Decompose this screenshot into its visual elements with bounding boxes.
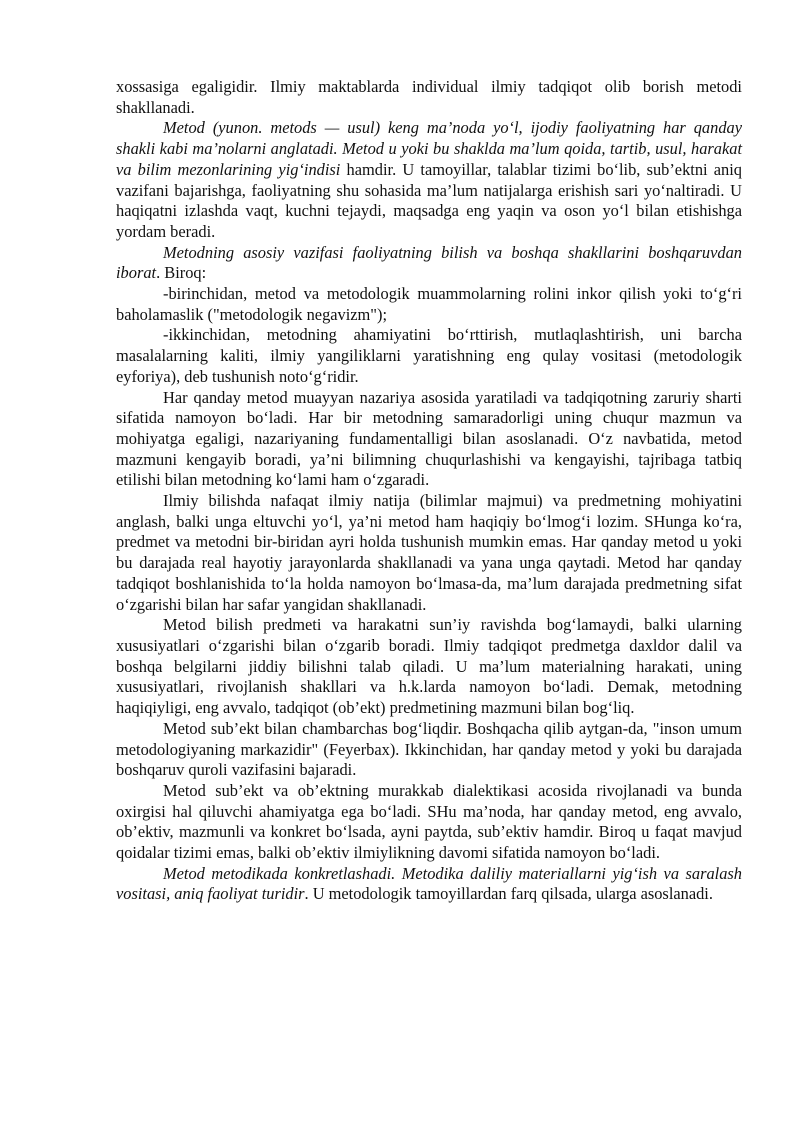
text-run: -ikkinchidan, metodning ahamiyatini bo‘rttirish, mutlaqlashtirish, uni barcha masalalarning kaliti, ilmiy yangiliklarni yaratishning eng qulay vositasi (metodologik eyforiya), deb tushunish noto‘g‘ridir. — [116, 325, 742, 386]
paragraph-6 — [116, 388, 742, 492]
text-run: . U metodologik tamoyillardan farq qilsada, ularga asoslanadi. — [304, 884, 713, 904]
text-run: xossasiga egaligidir. Ilmiy maktablarda individual ilmiy tadqiqot olib borish metodi shakllanadi. — [116, 77, 742, 117]
italic-run: Metodning asosiy vazifasi faoliyatning bilish va boshqa shakllarini boshqaruvdan iborat — [116, 242, 742, 283]
italic-run: Metod (yunon. metods — usul) keng ma’noda yo‘l, ijodiy faoliyatning har qanday shakli kabi ma’nolarni anglatadi. Metod u yoki bu shaklda ma’lum qoida, tartib, usul, harakat va bilim mezonlarining yig‘indisi — [116, 118, 742, 179]
text-run: Metod sub’ekt va ob’ektning murakkab dialektikasi acosida rivojlanadi va bunda oxirgisi hal qiluvchi ahamiyatga ega bo‘ladi. SHu ma’noda, har qanday metod, eng avvalo, ob’ektiv, mazmunli va konkret bo‘lsada, ayni paytda, sub’ektiv hamdir. Biroq u faqat mavjud qoidalar tizimi emas, balki ob’ektiv ilmiylikning davomi sifatida namoyon bo‘ladi. — [116, 780, 742, 863]
paragraph-1 — [116, 77, 742, 118]
paragraph-8 — [116, 615, 742, 719]
paragraph-7 — [116, 491, 742, 615]
paragraph-10 — [116, 781, 742, 864]
text-run: Ilmiy bilishda nafaqat ilmiy natija (bilimlar majmui) va predmetning mohiyatini anglash, balki unga eltuvchi yo‘l, ya’ni metod ham haqiqiy bo‘lmog‘i lozim. SHunga ko‘ra, predmet va metodni bir-biridan ayri holda tushunish mumkin emas. Har qanday metod u yoki bu darajada real hayotiy jarayonlarda shakllanadi va yana unga qaytadi. Metod har qanday tadqiqot boshlanishida to‘la holda namoyon bo‘lmasa-da, ma’lum darajada predmetning sifat o‘zgarishi bilan har safar yangidan shakllanadi. — [116, 491, 742, 614]
document-page — [116, 77, 742, 905]
text-run: Har qanday metod muayyan nazariya asosida yaratiladi va tadqiqotning zaruriy sharti sifatida namoyon bo‘ladi. Har bir metodning samaradorligi uning chuqur mazmun va mohiyatga egaligi, nazariyaning fundamentalligi bilan asoslanadi. O‘z navbatida, metod mazmuni kengayib boradi, ya’ni bilimning chuqurlashishi va kengayishi, tajribaga tatbiq etilishi bilan metodning ko‘lami ham o‘zgaradi. — [116, 387, 742, 490]
paragraph-2-metod-definition — [116, 118, 742, 242]
paragraph-9 — [116, 719, 742, 781]
text-run: Metod sub’ekt bilan chambarchas bog‘liqdir. Boshqacha qilib aytgan-da, "inson umum metodologiyaning markazidir" (Feyerbax). Ikkinchidan, har qanday metod y yoki bu darajada boshqaruv quroli vazifasini bajaradi. — [116, 718, 742, 780]
text-run: -birinchidan, metod va metodologik muammolarning rolini inkor qilish yoki to‘g‘ri baholamaslik ("metodologik negavizm"); — [116, 284, 742, 324]
text-run: Metod bilish predmeti va harakatni sun’iy ravishda bog‘lamaydi, balki ularning xususiyatlari o‘zgarishi bilan o‘zgarib boradi. Ilmiy tadqiqot predmetga daxldor dalil va boshqa belgilarni jiddiy bilishni talab qiladi. U ma’lum materialning harakati, uning xususiyatlari, rivojlanish shakllari va h.k.larda namoyon bo‘ladi. Demak, metodning haqiqiyligi, eng avvalo, tadqiqot (ob’ekt) predmetining mazmuni bilan bog‘liq. — [116, 615, 742, 718]
paragraph-3-metod-task — [116, 243, 742, 284]
paragraph-4-first-point — [116, 284, 742, 325]
italic-run: Metod metodikada konkretlashadi. Metodika daliliy materiallarni yig‘ish va saralash vositasi, aniq faoliyat turidir — [116, 863, 742, 904]
paragraph-11-metodika — [116, 864, 742, 905]
paragraph-5-second-point — [116, 325, 742, 387]
text-run: hamdir. U tamoyillar, talablar tizimi bo‘lib, sub’ektni aniq vazifani bajarishga, faoliyatning shu sohasida ma’lum natijalarga erishish sari yo‘naltiradi. U haqiqatni izlashda vaqt, kuchni tejaydi, maqsadga eng yaqin va oson yo‘l bilan etishishga yordam beradi. — [116, 159, 742, 241]
text-run: . Biroq: — [156, 263, 207, 283]
